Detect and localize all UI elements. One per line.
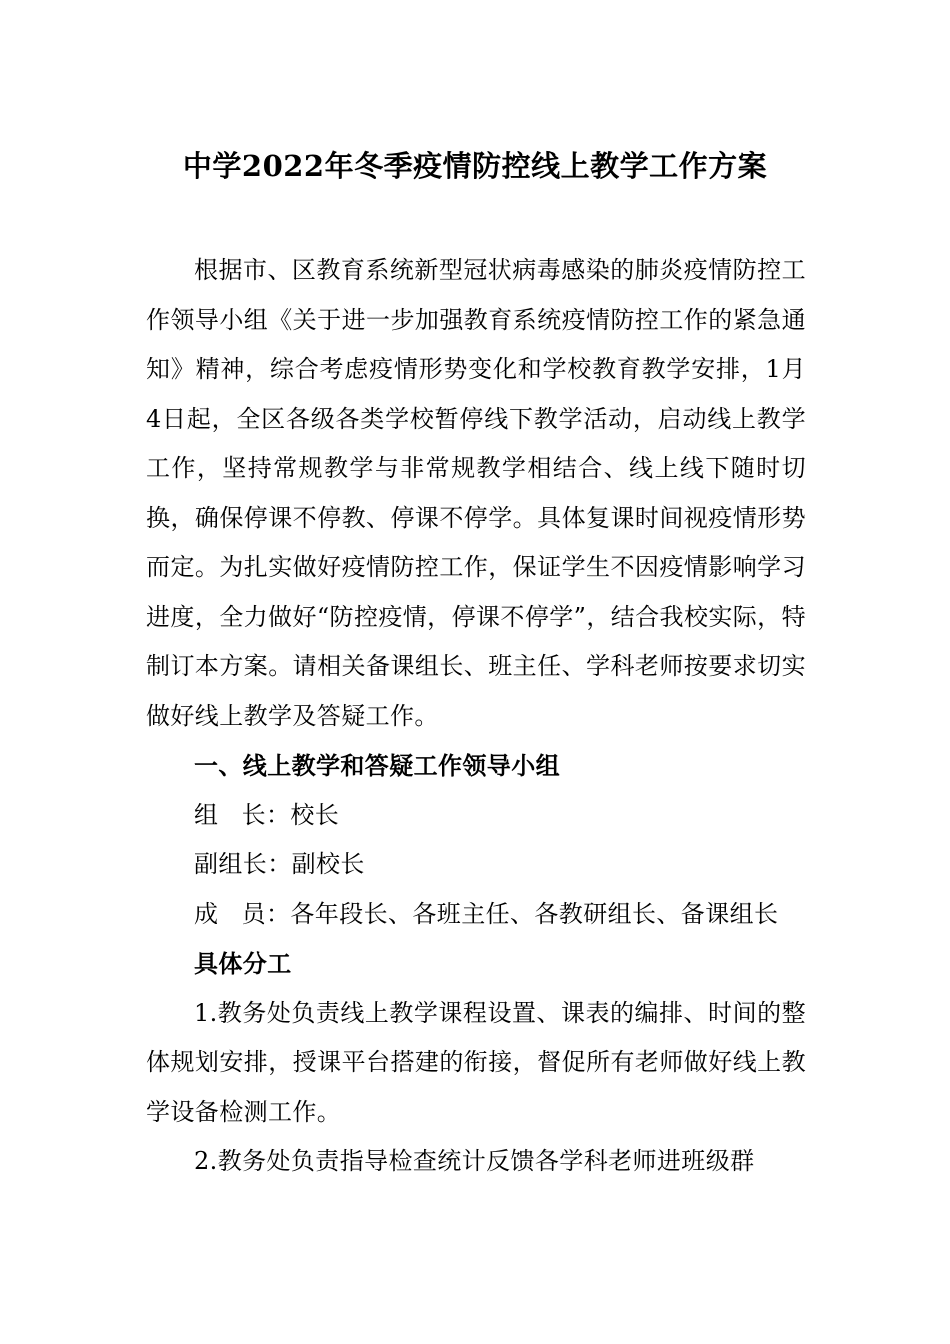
leader-colon: ： [266,800,291,829]
member-label: 成 员 [194,899,266,928]
member-line [146,890,806,940]
leader-label: 组 长 [194,800,266,829]
leader-value: 校长 [290,800,340,829]
member-colon: ： [266,899,291,928]
leader-line [146,791,806,841]
deputy-label: 副组长 [194,850,268,878]
section-heading-leadership-group: 一、线上教学和答疑工作领导小组 [194,751,560,780]
deputy-line [146,840,806,890]
section-heading-division: 具体分工 [194,949,292,978]
member-value: 各年段长、各班主任、各教研组长、备课组长 [290,899,779,928]
deputy-value: 副校长 [291,850,365,878]
deputy-colon: ： [267,850,292,878]
document-title: 中学2022年冬季疫情防控线上教学工作方案 [182,149,768,183]
document-body [146,246,806,1187]
division-item-2: 2.教务处负责指导检查统计反馈各学科老师进班级群 [194,1147,755,1175]
intro-paragraph: 根据市、区教育系统新型冠状病毒感染的肺炎疫情防控工作领导小组《关于进一步加强教育系统疫情防控工作的紧急通知》精神，综合考虑疫情形势变化和学校教育教学安排，1月4日起，全区各级各类学校暂停线下教学活动，启动线上教学工作，坚持常规教学与非常规教学相结合、线上线下随时切换，确保停课不停教、停课不停学。具体复课时间视疫情形势而定。为扎实做好疫情防控工作，保证学生不因疫情影响学习进度，全力做好“防控疫情，停课不停学”，结合我校实际，特制订本方案。请相关备课组长、班主任、学科老师按要求切实做好线上教学及答疑工作。 [146,256,806,730]
division-item-1: 1.教务处负责线上教学课程设置、课表的编排、时间的整体规划安排，授课平台搭建的衔接，督促所有老师做好线上教学设备检测工作。 [146,998,806,1126]
